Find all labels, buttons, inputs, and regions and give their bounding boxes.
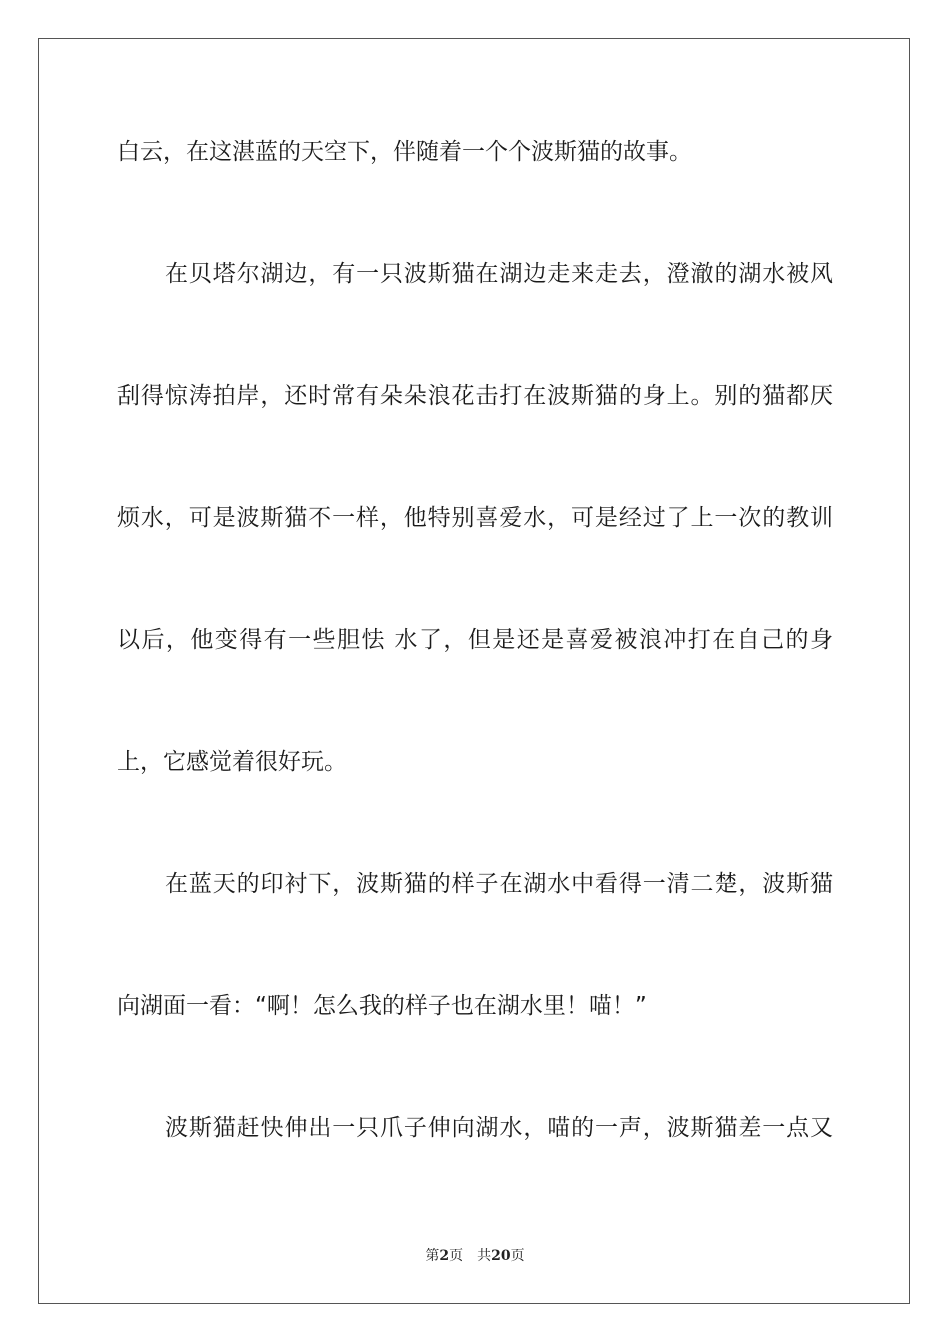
page-suffix: 页: [449, 1248, 464, 1264]
text-line-4: 烦水，可是波斯猫不一样，他特别喜爱水，可是经过了上一次的教训: [117, 505, 833, 531]
total-suffix: 页: [510, 1248, 525, 1264]
text-line-6: 上，它感觉着很好玩。: [117, 749, 347, 775]
text-line-3: 刮得惊涛拍岸，还时常有朵朵浪花击打在波斯猫的身上。别的猫都厌: [117, 383, 833, 409]
page-prefix: 第: [425, 1248, 440, 1264]
text-line-7: 在蓝天的印衬下，波斯猫的样子在湖水中看得一清二楚，波斯猫: [165, 871, 833, 897]
text-line-1: 白云，在这湛蓝的天空下，伴随着一个个波斯猫的故事。: [117, 139, 692, 165]
page-number: 2: [439, 1248, 450, 1264]
text-line-8: 向湖面一看：“啊！怎么我的样子也在湖水里！喵！”: [117, 993, 647, 1019]
text-line-9: 波斯猫赶快伸出一只爪子伸向湖水，喵的一声，波斯猫差一点又: [165, 1115, 833, 1141]
page-footer: [0, 1247, 950, 1265]
text-line-2: 在贝塔尔湖边，有一只波斯猫在湖边走来走去，澄澈的湖水被风: [165, 261, 833, 287]
text-line-5: 以后，他变得有一些胆怯 水了，但是还是喜爱被浪冲打在自己的身: [117, 627, 833, 653]
total-pages: 20: [491, 1248, 511, 1264]
total-prefix: 共: [477, 1248, 492, 1264]
